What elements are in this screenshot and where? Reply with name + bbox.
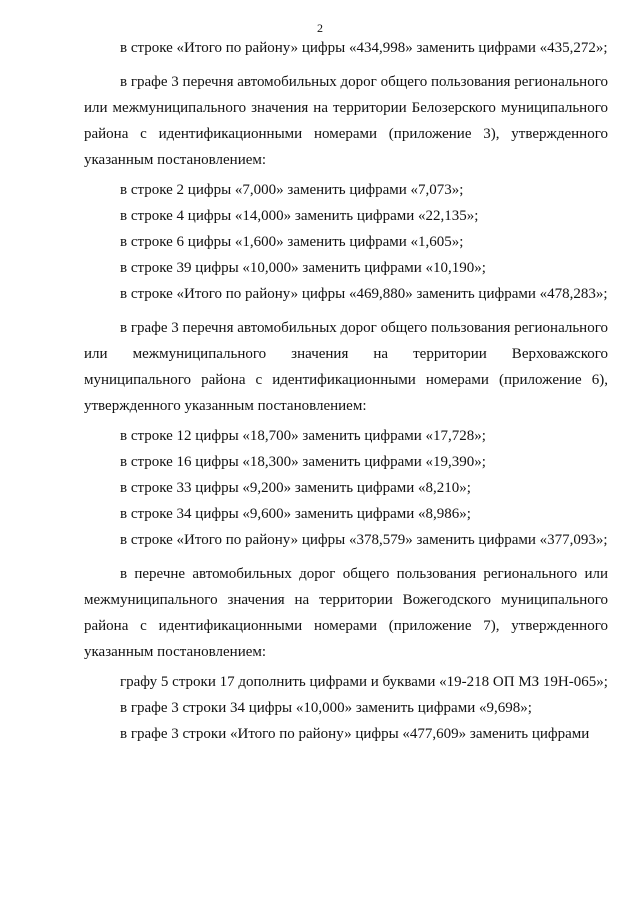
paragraph-belozersky-row-2: в строке 2 цифры «7,000» заменить цифрами «7,073»;	[120, 182, 464, 198]
paragraph-verkhovazhsky-row-33: в строке 33 цифры «9,200» заменить цифрами «8,210»;	[120, 480, 471, 496]
paragraph-vozhegodsky-column-5: графу 5 строки 17 дополнить цифрами и буквами «19-218 ОП МЗ 19Н-065»;	[120, 674, 608, 690]
paragraph-vozhegodsky-total: в графе 3 строки «Итого по району» цифры «477,609» заменить цифрами	[120, 726, 590, 742]
paragraph-belozersky-total-2: в строке «Итого по району» цифры «469,880» заменить цифрами «478,283»;	[120, 286, 608, 302]
paragraph-verkhovazhsky-row-34: в строке 34 цифры «9,600» заменить цифрами «8,986»;	[120, 506, 471, 522]
paragraph-vozhegodsky-intro: в перечне автомобильных дорог общего пользования регионального или межмуниципального значения на территории Вожегодского муниципального района с идентификационными номерами (приложение 7), утвержденного указанным постановлением:	[84, 566, 608, 660]
paragraph-belozersky-row-39: в строке 39 цифры «10,000» заменить цифрами «10,190»;	[120, 260, 486, 276]
paragraph-verkhovazhsky-row-16: в строке 16 цифры «18,300» заменить цифрами «19,390»;	[120, 454, 486, 470]
paragraph-vozhegodsky-row-34: в графе 3 строки 34 цифры «10,000» заменить цифрами «9,698»;	[120, 700, 532, 716]
paragraph-belozersky-row-6: в строке 6 цифры «1,600» заменить цифрами «1,605»;	[120, 234, 464, 250]
page-number: 2	[317, 21, 323, 35]
paragraph-belozersky-total: в строке «Итого по району» цифры «434,998» заменить цифрами «435,272»;	[120, 40, 608, 56]
paragraph-belozersky-row-4: в строке 4 цифры «14,000» заменить цифрами «22,135»;	[120, 208, 479, 224]
paragraph-verkhovazhsky-row-12: в строке 12 цифры «18,700» заменить цифрами «17,728»;	[120, 428, 486, 444]
paragraph-belozersky-intro: в графе 3 перечня автомобильных дорог общего пользования регионального или межмуниципального значения на территории Белозерского муниципального района с идентификационными номерами (приложение 3), утвержденного указанным постановлением:	[84, 74, 608, 168]
paragraph-verkhovazhsky-intro: в графе 3 перечня автомобильных дорог общего пользования регионального или межмуниципального значения на территории Верховажского муниципального района с идентификационными номерами (приложение 6), утвержденного указанным постановлением:	[84, 320, 608, 414]
paragraph-verkhovazhsky-total: в строке «Итого по району» цифры «378,579» заменить цифрами «377,093»;	[120, 532, 608, 548]
document-body	[84, 35, 608, 747]
